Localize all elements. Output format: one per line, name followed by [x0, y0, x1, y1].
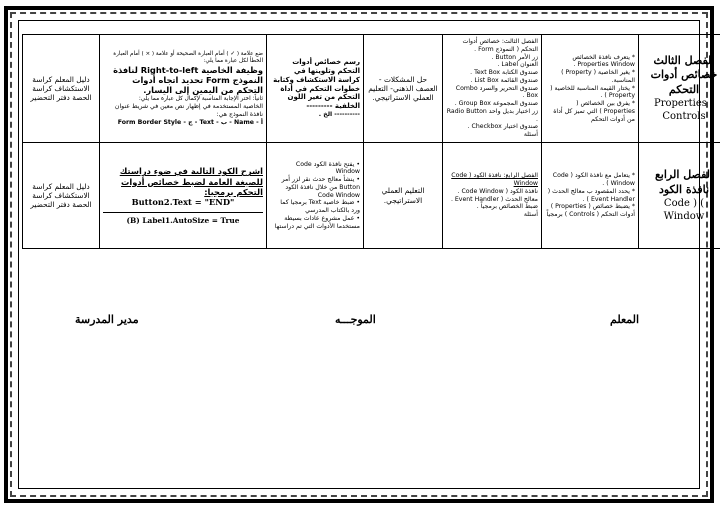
evaluation-cell: اشرح الكود التالية في ضوء دراستك للصيغة العامة لضبط خصائص أدوات التحكم برمجيا: Button2.Text = "END" (B) Label1.AutoSize = True	[100, 143, 267, 249]
content-cell: الفصل الرابع: نافذة الكود ( Code Window نافذة الكود ( Code Window . معالج الحدث ( Event Handler . ضبط الخصائص برمجياً . أسئلة	[443, 143, 542, 249]
lesson-title-cell: الفصل الرابع نافذة الكود Code ) ( Window	[639, 143, 720, 249]
lesson-title-cell: الفصل الثالث خصائص أدوات التحكم ( Properties Controls	[639, 35, 720, 143]
tools-cell: دليل المعلم كراسة الاستكشاف كراسة الحصة دفتر التحضير	[23, 35, 100, 143]
objectives-cell: * يتعامل مع نافذة الكود ( Code Window ) . * يحدد المقصود ب معالج الحدث ( Event Handler ) . * يضبط خصائص ( Properties ) أدوات التحكم ( Controls ) برمجياً	[542, 143, 639, 249]
evaluation-cell: ضع علامة ( ✓ ) أمام العبارة الصحيحة أو علامة ( × ) أمام العبارة الخطأ لكل عبارة مما يلي: وظيفة الخاصية Right-to-left لنافذة النموذج Form تحديد اتجاه أدوات التحكم من اليمين إلى اليسار. ثانياً: اختر الإجابة المناسبة لإكمال كل عبارة مما يلي: الخاصية المستخدمة في إظهار نص معين في شريط عنوان نافذة النموذج هي: أ - Name - ب - Text - ج - Form Border Style	[100, 35, 267, 143]
strategy-cell: التعليم العملي الاستراتيجي.	[364, 143, 443, 249]
content-cell: الفصل الثالث: خصائص أدوات التحكم ( النموذج Form . زر الأمر Button . العنوان Label . صندوق الكتابة Text Box . صندوق القائمة List Box . صندوق التحرير والسرد Combo Box . صندوق المجموعة Group Box . زر اختيار بديل واحد Radio Button . صندوق اختيار Checkbox . أسئلة	[443, 35, 542, 143]
tools-cell: دليل المعلم كراسة الاستكشاف كراسة الحصة دفتر التحضير	[23, 143, 100, 249]
activities-cell: • يفتح نافذة الكود Code Window • ينشأ معالج حدث نقر لزر أمر Button من خلال نافذة الكود Code Window • ضبط خاصية Text برمجيا كما ورد بالكتاب المدرسي • عمل مشروع عادات بسيطة مستخدما الأدوات التي تم دراستها	[267, 143, 364, 249]
activities-cell: رسم خصائص أدوات التحكم وتلوينها في كراسة الاستكشاف وكتابة خطوات التحكم في أداة التحكم من تغير اللون الخلفية --------- ---------- الخ .	[267, 35, 364, 143]
strategy-cell: حل المشكلات - العصف الذهني- التعليم العملي الاستراتيجي.	[364, 35, 443, 143]
objectives-cell: * يتعرف نافذة الخصائص Properties Window . * يغير الخاصية ( Property ) المناسبة. * يختار القيمة المناسبة للخاصية ( Property ) . * يفرق بين الخصائص ( Properties ) التي تميز كل أداة من أدوات التحكم	[542, 35, 639, 143]
teacher-signature-label: المعلم	[610, 313, 640, 326]
principal-signature-label: مدير المدرسة	[75, 313, 139, 326]
table-row	[23, 143, 720, 249]
lesson-plan-table	[22, 34, 720, 249]
supervisor-signature-label: الموجـــه	[335, 313, 376, 326]
table-row	[23, 35, 720, 143]
